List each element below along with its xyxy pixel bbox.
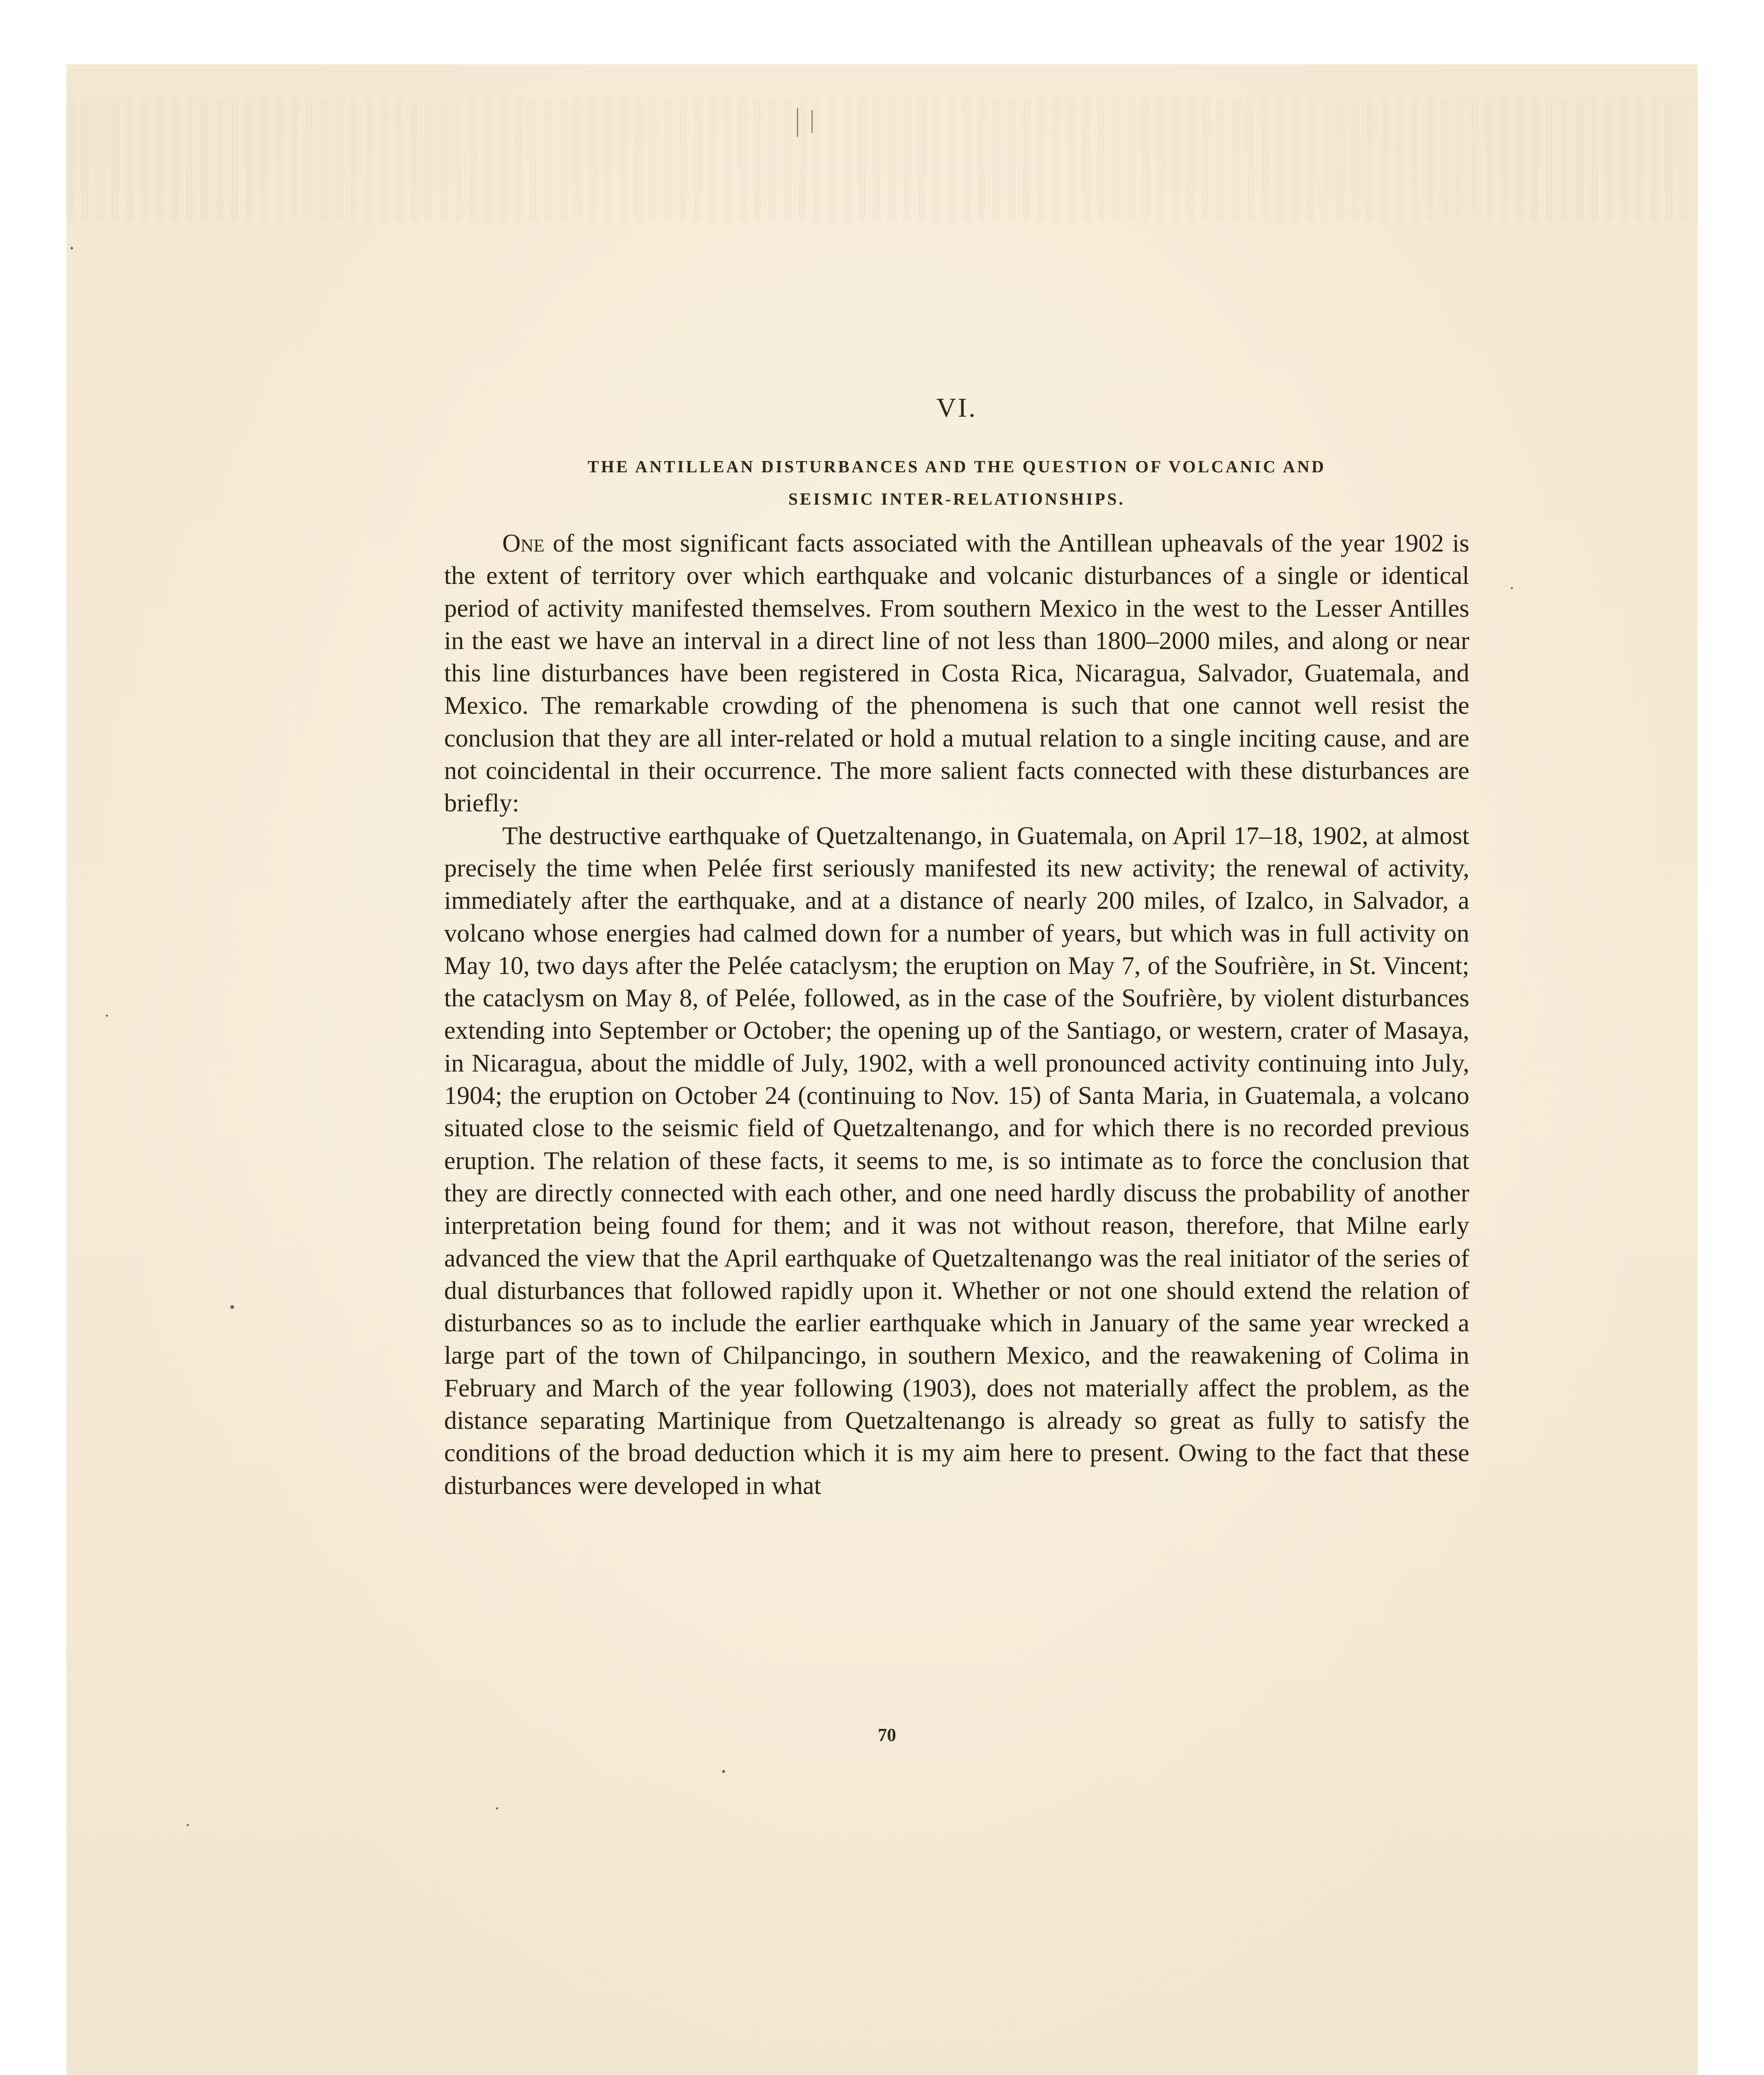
paragraph-text: The destructive earthquake of Quetzaltenango, in Guatemala, on April 17–18, 1902, at almost precisely the time when Pelée first seriously manifested its new activity; the renewal of activity, immediately after the earthquake, and at a distance of nearly 200 miles, of Izalco, in Salvador, a volcano whose energies had calmed down for a number of years, but which was in full activity on May 10, two days after the Pelée cataclysm; the eruption on May 7, of the Soufrière, in St. Vincent; the cataclysm on May 8, of Pelée, followed, as in the case of the Soufrière, by violent disturbances extending into September or October; the opening up of the Santiago, or western, crater of Masaya, in Nicaragua, about the middle of July, 1902, with a well pronounced activity continuing into July, 1904; the eruption on October 24 (continuing to Nov. 15) of Santa Maria, in Guatemala, a volcano situated close to the seismic field of Quetzaltenango, and for which there is no recorded previous eruption. The relation of these facts, it seems to me, is so intimate as to force the conclusion that they are directly connected with each other, and one need hardly discuss the probability of another interpretation being found for them; and it was not without reason, therefore, that Milne early advanced the view that the April earthquake of Quetzaltenango was the real initiator of the series of dual disturbances that followed rapidly upon it. Whether or not one should extend the relation of disturbances so as to include the earlier earthquake which in January of the same year wrecked a large part of the town of Chilpancingo, in southern Mexico, and the reawakening of Colima in February and March of the year following (1903), does not materially affect the problem, as the distance separating Martinique from Quetzaltenango is already so great as fully to satisfy the conditions of the broad deduction which it is my aim here to present. Owing to the fact that these disturbances were developed in what [444, 821, 1469, 1500]
scan-speck [187, 1824, 189, 1826]
scan-speck [1511, 587, 1513, 589]
chapter-title-line: THE ANTILLEAN DISTURBANCES AND THE QUESTION OF VOLCANIC AND [587, 457, 1326, 476]
chapter-number: VI. [936, 393, 977, 423]
scan-speck [230, 1305, 234, 1309]
scan-speck [71, 247, 73, 249]
paragraph-lead-word: One [502, 529, 545, 557]
page-number: 70 [878, 1725, 896, 1745]
scan-mark [797, 108, 798, 137]
scan-mark [811, 110, 813, 133]
chapter-title-line: SEISMIC INTER-RELATIONSHIPS. [788, 489, 1125, 508]
scan-speck [722, 1770, 725, 1773]
body-text [444, 527, 1469, 1502]
chapter-title [444, 450, 1469, 515]
paragraph [444, 527, 1469, 820]
paragraph [444, 820, 1469, 1502]
scanned-page [66, 64, 1698, 2075]
scan-texture-band [66, 98, 1698, 222]
paragraph-text: of the most significant facts associated with the Antillean upheavals of the year 1902 is the extent of territory over which earthquake and volcanic disturbances of a single or identical period of activity manifested themselves. From southern Mexico in the west to the Lesser Antilles in the east we have an interval in a direct line of not less than 1800–2000 miles, and along or near this line disturbances have been registered in Costa Rica, Nicaragua, Salvador, Guatemala, and Mexico. The remarkable crowding of the phenomena is such that one cannot well resist the conclusion that they are all inter-related or hold a mutual relation to a single inciting cause, and are not coincidental in their occurrence. The more salient facts connected with these disturbances are briefly: [444, 529, 1469, 818]
scan-speck [106, 1015, 108, 1017]
scan-speck [496, 1807, 498, 1809]
